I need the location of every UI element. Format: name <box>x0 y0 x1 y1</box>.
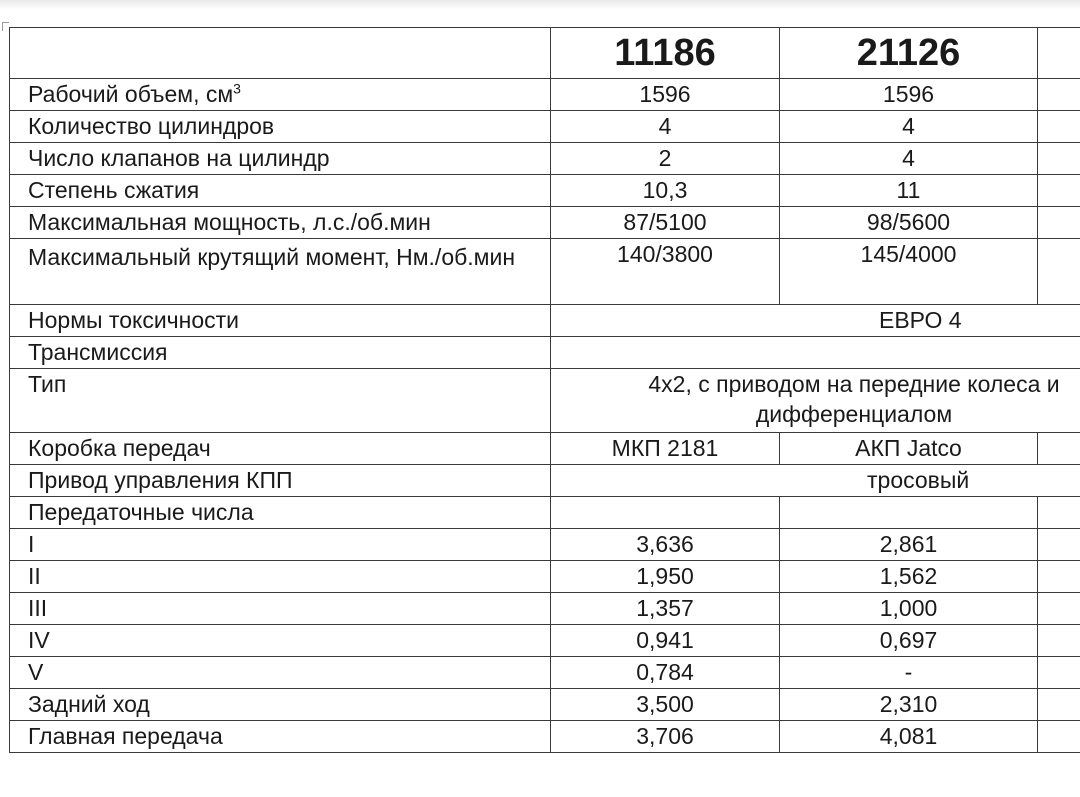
column-header-21126: 21126 <box>780 28 1038 79</box>
merged-cell: 4x2, с приводом на передние колеса и дифференциалом <box>551 369 1080 433</box>
cut-cell <box>1038 497 1080 529</box>
engine-spec-table <box>9 27 1080 753</box>
table-row <box>10 497 1080 529</box>
cut-cell <box>1038 175 1080 207</box>
table-header-row <box>10 28 1080 79</box>
row-label: III <box>10 593 551 625</box>
merged-cell: тросовый <box>551 465 1080 497</box>
cell-21126: - <box>780 657 1038 689</box>
cut-cell <box>1038 207 1080 239</box>
cut-cell <box>1038 689 1080 721</box>
cell-11186: 0,941 <box>551 625 780 657</box>
table-row <box>10 239 1080 305</box>
row-label: Степень сжатия <box>10 175 551 207</box>
cell-11186: 140/3800 <box>551 239 780 305</box>
cell-11186: 3,500 <box>551 689 780 721</box>
cut-cell <box>1038 561 1080 593</box>
row-label: Привод управления КПП <box>10 465 551 497</box>
header-blank-cell <box>10 28 551 79</box>
row-label: Трансмиссия <box>10 337 551 369</box>
table-row <box>10 79 1080 111</box>
cell-11186: 0,784 <box>551 657 780 689</box>
cell-21126: 145/4000 <box>780 239 1038 305</box>
row-label: IV <box>10 625 551 657</box>
table-row <box>10 175 1080 207</box>
cell-21126: 98/5600 <box>780 207 1038 239</box>
cut-cell <box>1038 721 1080 753</box>
table-row <box>10 561 1080 593</box>
table-row <box>10 143 1080 175</box>
row-label: Число клапанов на цилиндр <box>10 143 551 175</box>
cell-21126: АКП Jatco <box>780 433 1038 465</box>
table-row <box>10 111 1080 143</box>
cell-11186: 87/5100 <box>551 207 780 239</box>
cell-21126: 4 <box>780 143 1038 175</box>
row-label: II <box>10 561 551 593</box>
selection-corner-mark <box>2 22 9 31</box>
header-cut-cell <box>1038 28 1080 79</box>
table-row <box>10 625 1080 657</box>
cell-11186: 1,357 <box>551 593 780 625</box>
cell-21126: 1596 <box>780 79 1038 111</box>
table-row <box>10 207 1080 239</box>
table-row <box>10 721 1080 753</box>
cell-11186: 1,950 <box>551 561 780 593</box>
superscript-3: 3 <box>233 80 241 97</box>
cut-cell <box>1038 111 1080 143</box>
cut-cell <box>1038 433 1080 465</box>
cell-21126: 1,562 <box>780 561 1038 593</box>
cell-21126: 2,861 <box>780 529 1038 561</box>
cell-21126: 1,000 <box>780 593 1038 625</box>
cut-cell <box>1038 143 1080 175</box>
cut-cell <box>1038 657 1080 689</box>
cell-11186: 3,636 <box>551 529 780 561</box>
row-label: Главная передача <box>10 721 551 753</box>
table-row <box>10 465 1080 497</box>
row-label: Рабочий объем, $см^3$ <box>10 79 551 111</box>
cell-21126: 2,310 <box>780 689 1038 721</box>
table-row <box>10 337 1080 369</box>
cell-21126 <box>780 497 1038 529</box>
cut-cell <box>1038 529 1080 561</box>
row-label: Передаточные числа <box>10 497 551 529</box>
top-edge <box>0 0 1080 10</box>
row-label: Максимальная мощность, л.с./об.мин <box>10 207 551 239</box>
row-label: Задний ход <box>10 689 551 721</box>
merged-cell: ЕВРО 4 <box>551 305 1080 337</box>
cell-21126: 0,697 <box>780 625 1038 657</box>
row-label: I <box>10 529 551 561</box>
row-label: Нормы токсичности <box>10 305 551 337</box>
cell-11186: 2 <box>551 143 780 175</box>
cell-11186: 1596 <box>551 79 780 111</box>
table-row <box>10 369 1080 433</box>
table-row <box>10 593 1080 625</box>
merged-cell-empty <box>551 337 1080 369</box>
cell-11186: 3,706 <box>551 721 780 753</box>
table-row <box>10 529 1080 561</box>
cut-cell <box>1038 79 1080 111</box>
table-row <box>10 433 1080 465</box>
row-label: Количество цилиндров <box>10 111 551 143</box>
cell-21126: 11 <box>780 175 1038 207</box>
cell-11186: 4 <box>551 111 780 143</box>
row-label: Максимальный крутящий момент, Нм./об.мин <box>10 239 551 305</box>
table-row <box>10 657 1080 689</box>
cut-cell <box>1038 625 1080 657</box>
cell-21126: 4,081 <box>780 721 1038 753</box>
cell-21126: 4 <box>780 111 1038 143</box>
row-label: V <box>10 657 551 689</box>
column-header-11186: 11186 <box>551 28 780 79</box>
row-label: Тип <box>10 369 551 433</box>
cut-cell <box>1038 239 1080 305</box>
row-label: Коробка передач <box>10 433 551 465</box>
table-row <box>10 305 1080 337</box>
cell-11186 <box>551 497 780 529</box>
cell-11186: МКП 2181 <box>551 433 780 465</box>
cell-11186: 10,3 <box>551 175 780 207</box>
table-row <box>10 689 1080 721</box>
cut-cell <box>1038 593 1080 625</box>
